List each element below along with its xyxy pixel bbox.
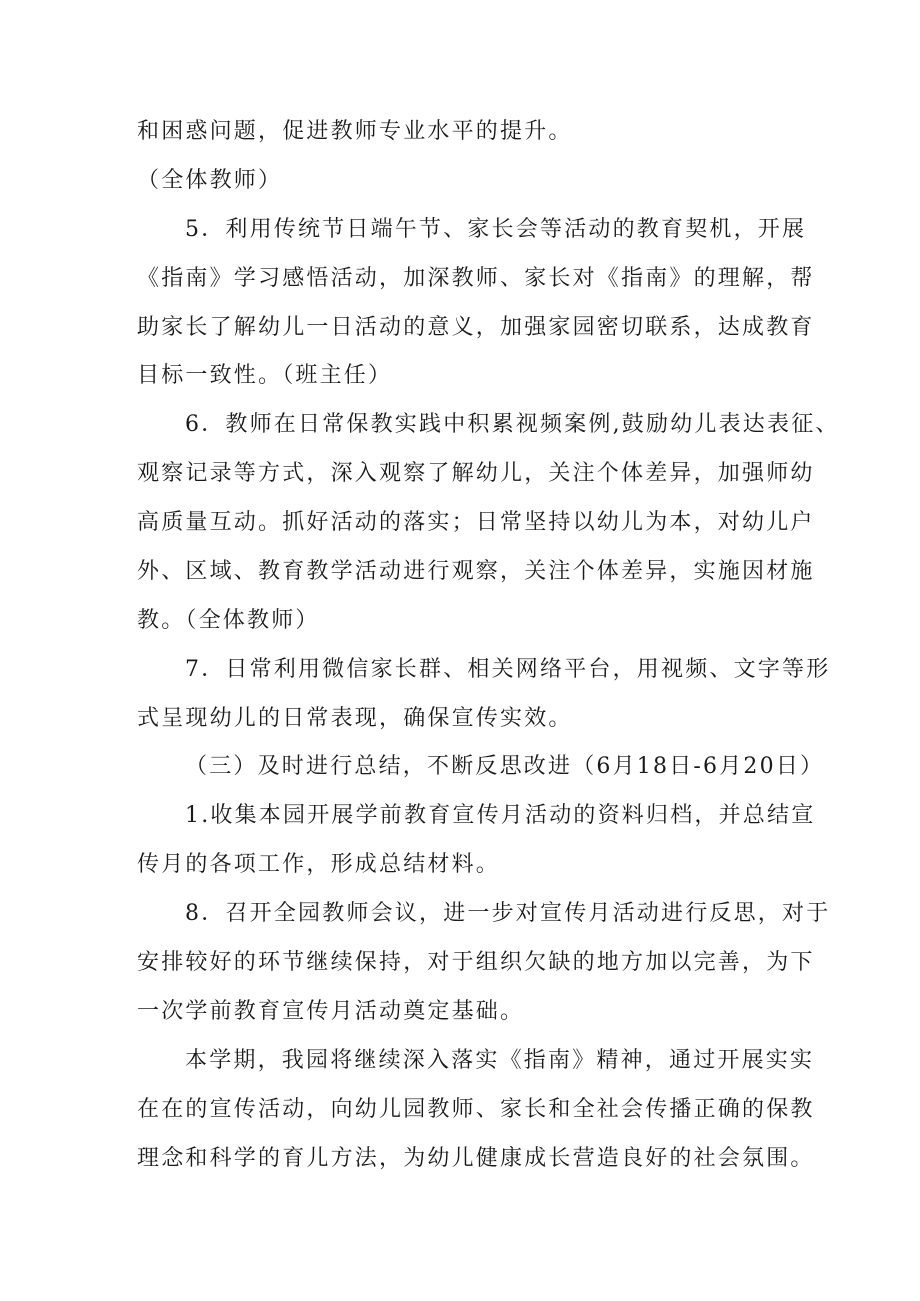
- text-line: 外、区域、教育教学活动进行观察，关注个体差异，实施因材施: [137, 559, 815, 584]
- text-line: （三）及时进行总结，不断反思改进（6月18日-6月20日）: [185, 754, 825, 779]
- text-line: 一次学前教育宣传月活动奠定基础。: [137, 999, 525, 1024]
- text-line: 8．召开全园教师会议，进一步对宣传月活动进行反思，对于: [185, 901, 831, 926]
- text-line: 《指南》学习感悟活动，加深教师、家长对《指南》的理解，帮: [137, 266, 815, 291]
- text-line: 教。（全体教师）: [137, 608, 320, 633]
- text-line: 理念和科学的育儿方法，为幼儿健康成长营造良好的社会氛围。: [137, 1146, 815, 1171]
- text-line: 6．教师在日常保教实践中积累视频案例,鼓励幼儿表达表征、: [185, 412, 840, 437]
- text-line: 传月的各项工作，形成总结材料。: [137, 852, 501, 877]
- text-line: 高质量互动。抓好活动的落实；日常坚持以幼儿为本，对幼儿户: [137, 510, 815, 535]
- text-line: 助家长了解幼儿一日活动的意义，加强家园密切联系，达成教育: [137, 315, 815, 340]
- text-line: 在在的宣传活动，向幼儿园教师、家长和全社会传播正确的保教: [137, 1097, 815, 1122]
- text-line: 7．日常利用微信家长群、相关网络平台，用视频、文字等形: [185, 657, 831, 682]
- text-line: 1.收集本园开展学前教育宣传月活动的资料归档，并总结宣: [185, 803, 816, 828]
- text-line: 安排较好的环节继续保持，对于组织欠缺的地方加以完善，为下: [137, 950, 815, 975]
- text-line: 观察记录等方式，深入观察了解幼儿，关注个体差异，加强师幼: [137, 461, 815, 486]
- text-line: 和困惑问题，促进教师专业水平的提升。: [137, 119, 573, 144]
- text-line: 本学期，我园将继续深入落实《指南》精神，通过开展实实: [185, 1048, 815, 1073]
- text-line: 目标一致性。（班主任）: [137, 363, 393, 388]
- text-line: 5．利用传统节日端午节、家长会等活动的教育契机，开展: [185, 217, 807, 242]
- text-line: 式呈现幼儿的日常表现，确保宣传实效。: [137, 706, 573, 731]
- text-line: （全体教师）: [137, 168, 283, 193]
